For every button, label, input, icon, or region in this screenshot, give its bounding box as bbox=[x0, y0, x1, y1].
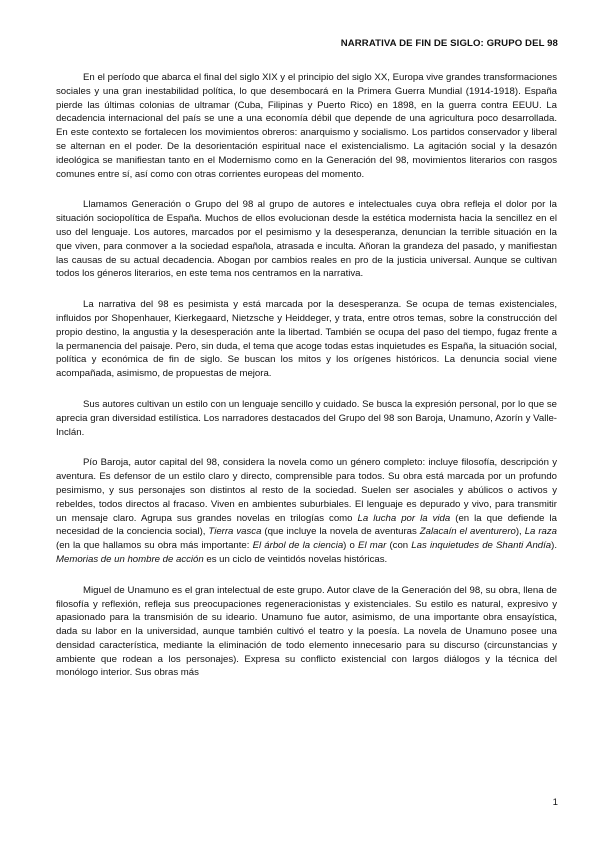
paragraph-style-authors: Sus autores cultivan un estilo con un lenguaje sencillo y cuidado. Se busca la expresión personal, por lo que se aprecia gran diversidad estilística. Los narradores destacados del Grupo del 98 son Baroja, Unamuno, Azorín y Valle-Inclán. bbox=[56, 398, 557, 438]
work-title: Tierra vasca bbox=[208, 526, 262, 538]
baroja-text: ). bbox=[551, 540, 558, 552]
work-title: Las inquietudes de Shanti Andía bbox=[411, 540, 552, 552]
work-title: El mar bbox=[358, 540, 387, 552]
baroja-text: (con bbox=[386, 540, 412, 552]
paragraph-unamuno: Miguel de Unamuno es el gran intelectual de este grupo. Autor clave de la Generación del 98, su obra, llena de filosofía y reflexión, refleja sus preocupaciones regeneracionistas y existenciales. Su estilo es natural, expresivo y apasionado para la transmisión de su ideario. Unamuno fue autor, asimismo, de una importante obra ensayística, dada su labor en la universidad, aunque también cultivó el teatro y la poesía. La novela de Unamuno posee una densidad característica, mediante la eliminación de todo elemento innecesario para su discurso (circunstancias y ambiente que rodean a los personajes). Expresa su conflicto existencial con largos diálogos y la técnica del monólogo interior. Sus obras más bbox=[56, 584, 557, 679]
baroja-text: (en la que hallamos su obra más importante: bbox=[56, 540, 253, 552]
page-title: NARRATIVA DE FIN DE SIGLO: GRUPO DEL 98 bbox=[340, 38, 558, 49]
work-title: El árbol de la ciencia bbox=[252, 540, 344, 552]
work-title: Memorias de un hombre de acción bbox=[56, 553, 204, 565]
baroja-text: ) o bbox=[343, 540, 359, 552]
work-title: La lucha por la vida bbox=[357, 512, 451, 524]
paragraph-generation-definition: Llamamos Generación o Grupo del 98 al grupo de autores e intelectuales cuya obra refleja el dolor por la situación sociopolítica de España. Muchos de ellos evolucionan desde la estética modernista hacia la sencillez en el uso del lenguaje. Los autores, marcados por el pesimismo y la desesperanza, denuncian la terrible situación en la que viven, para conmover a la sociedad española, atrasada e inculta. Añoran la grandeza del pasado, y manifiestan las causas de su actual decadencia. Abogan por cambios reales en pro de la justicia universal. Aunque se cultivan todos los géneros literarios, en este tema nos centramos en la narrativa. bbox=[56, 199, 557, 280]
baroja-text: (en la que defiende la necesidad de la conciencia social), bbox=[56, 512, 558, 538]
paragraph-historical-context: En el período que abarca el final del siglo XIX y el principio del siglo XX, Europa vive grandes transformaciones sociales y una gran inestabilidad política, lo que desembocará en la Primera Guerra Mundial (1914-1918). España pierde las últimas colonias de ultramar (Cuba, Filipinas y Puerto Rico) en 1898, en la guerra contra EEUU. La decadencia internacional del país se une a una economía débil que depende de una agricultura poco desarrollada. En este contexto se fortalecen los movimientos obreros: anarquismo y socialismo. Los partidos conservador y liberal se alternan en el poder. De la desorientación espiritual nace el existencialismo. La agitación social y la desazón ideológica se manifiestan tanto en el Modernismo como en la Generación del 98, movimientos literarios con rasgos comunes entre sí, así como con otras corrientes europeas del momento. bbox=[56, 72, 557, 180]
document-body bbox=[56, 71, 557, 697]
paragraph-baroja bbox=[56, 456, 557, 566]
work-title: Zalacaín el aventurero bbox=[419, 526, 516, 538]
baroja-text: Pío Baroja, autor capital del 98, considera la novela como un género completo: incluye filosofía, descripción y aventura. Es defensor de un estilo claro y directo, comprensible para todos. Su obra está marcada por un profundo pesimismo, y sus personajes son distintos al resto de la sociedad. Suelen ser asociales y abúlicos o activos y rebeldes, todos directos al fracaso. Viven en ambientes suburbiales. El lenguaje es depurado y vivo, para transmitir un mensaje claro. Agrupa sus grandes novelas en trilogías como bbox=[56, 457, 557, 524]
baroja-text: es un ciclo de veintidós novelas históricas. bbox=[203, 553, 388, 565]
paragraph-narrative-themes: La narrativa del 98 es pesimista y está marcada por la desesperanza. Se ocupa de temas existenciales, influidos por Shopenhauer, Kierkegaard, Nietzsche y Heiddeger, y trata, entre otros temas, sobre la construcción del propio destino, la angustia y la desesperación ante la libertad. También se ocupa del paso del tiempo, fugaz frente a la permanencia del paisaje. Pero, sin duda, el tema que acoge todas estas inquietudes es España, la situación social, política y económica de fin de siglo. Se buscan los mitos y los orígenes históricos. La denuncia social viene acompañada, asimismo, de propuestas de mejora. bbox=[56, 299, 557, 380]
page-number: 1 bbox=[552, 797, 558, 808]
work-title: La raza bbox=[524, 526, 557, 538]
baroja-text: (que incluye la novela de aventuras bbox=[261, 526, 420, 538]
baroja-text: ), bbox=[515, 526, 525, 538]
